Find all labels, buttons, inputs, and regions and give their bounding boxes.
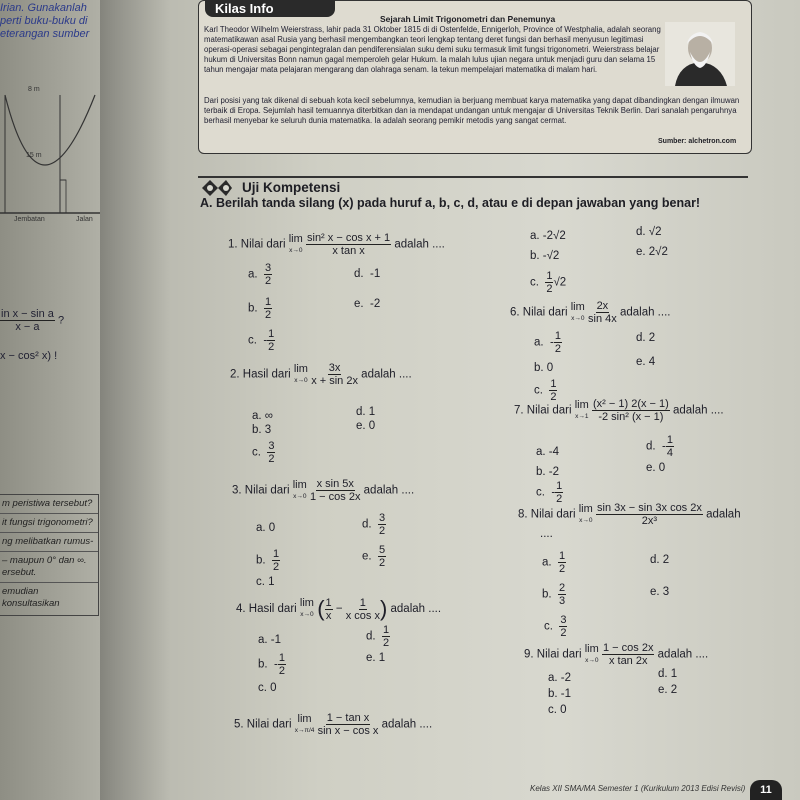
option-2a[interactable]: a. ∞	[252, 410, 273, 422]
fraction-denominator: 2	[378, 557, 386, 569]
side-box-row: emudian konsultasikan	[2, 586, 60, 609]
option-2c[interactable]: c. $\frac{3}{2}$	[252, 440, 275, 465]
option-6c[interactable]: c. $\frac{1}{2}$	[534, 378, 557, 403]
limit-subscript: x→0	[289, 246, 303, 254]
option-7a[interactable]: a. -4	[536, 446, 560, 458]
option-8d[interactable]: d. 2	[650, 554, 670, 566]
fraction-numerator: 3	[560, 614, 567, 626]
question-mark: ?	[57, 314, 65, 327]
limit-symbol: lim x→0	[584, 642, 599, 664]
fraction-numerator: 1	[382, 624, 390, 636]
left-line: Irian. Gunakanlah	[0, 2, 87, 14]
option-4c[interactable]: c. 0	[258, 682, 277, 694]
side-box-row: it fungsi trigonometri?	[0, 514, 98, 533]
option-value: √2	[553, 276, 567, 289]
limit-subscript: x→0	[585, 656, 599, 664]
fraction-numerator: 1	[556, 480, 563, 492]
option-9b[interactable]: b. -1	[548, 688, 572, 700]
option-right-c[interactable]: c. $\frac{1}{2}$ √2	[530, 270, 567, 295]
side-question-box	[0, 494, 99, 616]
fraction-numerator: 5	[378, 544, 386, 556]
question-4: 4. Hasil dari lim x→0 ( $\frac{1}{x}$ − $\frac{1}{\text{x cos x}}$ ) adalah ....	[236, 596, 442, 622]
kilas-info-tab: Kilas Info	[205, 0, 335, 17]
left-page-text	[0, 2, 108, 41]
limit-subscript: x→0	[571, 314, 585, 322]
fraction-denominator: 1 − cos 2x	[310, 491, 361, 503]
question-fraction	[588, 300, 617, 325]
limit-symbol: lim x→π/4	[294, 712, 315, 734]
fraction-numerator: (x² − 1) 2(x − 1)	[593, 398, 669, 410]
option-6a[interactable]: a. - $\frac{1}{2}$	[534, 330, 561, 355]
option-2d[interactable]: d. 1	[356, 406, 376, 418]
section-title: Uji Kompetensi	[242, 180, 341, 195]
option-7b[interactable]: b. -2	[536, 466, 560, 478]
fraction-numerator: sin 3x − sin 3x cos 2x	[597, 502, 702, 514]
question-fraction	[592, 398, 670, 423]
option-7d[interactable]: d. - $\frac{1}{4}$	[646, 434, 673, 459]
fraction-numerator: 1	[278, 652, 285, 664]
bridge-illustration	[0, 85, 100, 225]
side-box-row: ng melibatkan rumus-	[0, 533, 98, 552]
instruction: A. Berilah tanda silang (x) pada huruf a, b, c, d, atau e di depan jawaban yang benar!	[200, 196, 701, 210]
limit-symbol: lim x→0	[288, 232, 303, 254]
limit-subscript: x→0	[293, 492, 307, 500]
fraction-denominator: x cos x	[345, 609, 380, 622]
fraction-denominator: x tan 2x	[608, 655, 648, 667]
option-1b[interactable]: b. $\frac{1}{2}$	[248, 296, 272, 321]
fraction-numerator: 1	[268, 328, 275, 340]
option-6b[interactable]: b. 0	[534, 362, 554, 374]
question-tail: adalah	[706, 508, 741, 521]
fraction-numerator: 3	[264, 262, 272, 274]
question-fraction	[346, 597, 380, 622]
option-right-d[interactable]: d. √2	[636, 226, 662, 238]
question-8-tail: ....	[540, 528, 553, 540]
limit-symbol: lim x→1	[574, 398, 589, 420]
option-right-b[interactable]: b. -√2	[530, 250, 560, 262]
question-fraction	[306, 232, 391, 257]
limit-subscript: x→1	[575, 412, 589, 420]
limit-symbol: lim x→0	[293, 362, 308, 384]
option-9d[interactable]: d. 1	[658, 668, 678, 680]
question-fraction	[596, 502, 703, 527]
question-tail: adalah ....	[381, 718, 433, 731]
book-spine-shadow	[100, 0, 170, 800]
question-6	[510, 300, 670, 325]
question-fraction	[325, 597, 333, 622]
option-3c[interactable]: c. 1	[256, 576, 275, 588]
bridge-label-jalan: Jalan	[76, 216, 93, 223]
option-right-a[interactable]: a. -2√2	[530, 230, 566, 242]
option-1a[interactable]: a. $\frac{3}{2}$	[248, 262, 272, 287]
question-tail: adalah ....	[394, 238, 445, 251]
option-4d[interactable]: d. $\frac{1}{2}$	[366, 624, 390, 649]
option-8e[interactable]: e. 3	[650, 586, 670, 598]
kilas-info-source: Sumber: alchetron.com	[658, 138, 737, 145]
question-fraction	[310, 478, 360, 503]
question-stem: 2. Hasil dari	[230, 368, 291, 381]
limit-symbol: lim x→0	[292, 478, 307, 500]
option-9a[interactable]: a. -2	[548, 672, 572, 684]
fraction-numerator: 1	[550, 378, 557, 390]
fraction-denominator: 2	[264, 275, 272, 287]
question-stem: 4. Hasil dari	[236, 603, 297, 616]
left-expression: x − cos² x) !	[0, 350, 58, 362]
option-7e[interactable]: e. 0	[646, 462, 666, 474]
fraction-denominator: 2	[268, 453, 275, 465]
fraction-numerator: 1	[546, 270, 553, 282]
fraction-denominator: 2	[278, 665, 285, 677]
fraction-denominator: 2	[378, 525, 386, 537]
option-1e[interactable]: e. -2	[354, 298, 381, 310]
limit-symbol: lim x→0	[578, 502, 593, 524]
fraction-numerator: 1	[558, 550, 566, 562]
kilas-info-title: Sejarah Limit Trigonometri dan Penemunya	[380, 14, 556, 24]
fraction-numerator: 3	[378, 512, 386, 524]
fraction-denominator: -2 sin² (x − 1)	[598, 411, 664, 423]
option-2b[interactable]: b. 3	[252, 424, 272, 436]
fraction-denominator: x − a	[15, 321, 40, 333]
fraction-numerator: 1	[666, 434, 673, 446]
fraction-denominator: 3	[558, 595, 566, 607]
fraction-denominator: 2	[558, 563, 566, 575]
question-stem: 9. Nilai dari	[524, 648, 582, 661]
option-3d[interactable]: d. $\frac{3}{2}$	[362, 512, 386, 537]
limit-symbol: lim x→0	[299, 597, 314, 618]
weierstrass-portrait-icon	[665, 22, 735, 86]
fraction-numerator: 1	[264, 296, 272, 308]
option-7c[interactable]: c. - $\frac{1}{2}$	[536, 480, 563, 505]
fraction-denominator: 2	[272, 561, 280, 573]
fraction-denominator: x + sin 2x	[311, 375, 358, 387]
fraction-denominator: 2x³	[641, 515, 658, 527]
fraction-denominator: 4	[666, 447, 673, 459]
fraction-denominator: sin 4x	[588, 313, 617, 325]
option-value: -1	[369, 268, 381, 280]
option-9c[interactable]: c. 0	[548, 704, 567, 716]
bridge-width-label: 8 m	[28, 86, 40, 93]
option-6e[interactable]: e. 4	[636, 356, 656, 368]
kilas-info-paragraph: Karl Theodor Wilhelm Weierstrass, lahir pada 31 Oktober 1815 di di Ostenfelde, Ennigerloh, Province of Westphalia, adalah seorang matematikawan asal Rusia yang berhasil mengembangkan teori lengkap tentang deret fungsi dan berhasil menyusun legitimasi operasi-operasi sebagai pengintegralan dan pendiferensialan suku demi suku termasuk limit fungsi trigonometri. Weierstrass belajar hukum di Universitas Bonn namun gagal memperoleh gelar Hukum. Ia malah lulus ujian negara untuk menjadi guru dan selama 15 tahun mengajar mata pelajaran mengarang dan olahraga senam. Ia tekun mempelajari matematika di malam hari.	[204, 25, 661, 74]
limit-subscript: x→0	[294, 376, 308, 384]
fraction-numerator: 3	[268, 440, 275, 452]
limit-subscript: x→0	[579, 516, 593, 524]
question-8	[518, 502, 741, 527]
question-9	[524, 642, 708, 667]
option-6d[interactable]: d. 2	[636, 332, 656, 344]
option-1d[interactable]: d. -1	[354, 268, 381, 280]
option-4a[interactable]: a. -1	[258, 634, 282, 646]
fraction-numerator: 1	[272, 548, 280, 560]
fraction-denominator: 2	[556, 493, 563, 505]
question-tail: adalah ....	[673, 404, 724, 417]
fraction-denominator: x	[325, 609, 332, 622]
question-stem: 8. Nilai dari	[518, 508, 576, 521]
option-8c[interactable]: c. $\frac{3}{2}$	[544, 614, 567, 639]
bridge-label-jembatan: Jembatan	[14, 216, 45, 223]
fraction-numerator: x sin 5x	[316, 478, 354, 490]
kilas-info-paragraph: Dari posisi yang tak dikenal di sebuah kota kecil sebelumnya, kemudian ia berjuang membuat karya matematika yang dapat dibandingkan dengan ilmuwan terbaik di Eropa. Sejumlah hasil temuannya diterbitkan dan ia mendapat undangan untuk mengajar di Universitas Teknik Berlin. Dari sanalah pengaruhnya berhasil menyebar ke seluruh dunia matematika. Ia adalah seorang pemikir metodis yang sangat cermat.	[204, 96, 740, 125]
question-fraction	[311, 362, 358, 387]
fraction-denominator: 2	[546, 283, 553, 295]
question-3	[232, 478, 414, 503]
option-9e[interactable]: e. 2	[658, 684, 678, 696]
fraction-numerator: 1	[325, 596, 332, 609]
limit-subscript: x→0	[300, 611, 314, 618]
option-2e[interactable]: e. 0	[356, 420, 376, 432]
fraction-denominator: 2	[554, 343, 561, 355]
question-stem: 1. Nilai dari	[228, 238, 286, 251]
limit-subscript: x→π/4	[294, 726, 315, 734]
option-right-e[interactable]: e. 2√2	[636, 246, 668, 258]
question-tail: adalah ....	[619, 306, 671, 319]
page-footer: Kelas XII SMA/MA Semester 1 (Kurikulum 2013 Edisi Revisi)	[530, 784, 746, 793]
fraction-numerator: 2x	[596, 300, 609, 312]
section-divider	[198, 176, 748, 178]
side-box-row: m peristiwa tersebut?	[0, 495, 98, 514]
question-7	[514, 398, 724, 423]
uji-kompetensi-logo-icon	[200, 178, 234, 198]
side-box-row: ersebut.	[0, 567, 98, 583]
fraction-denominator: x tan x	[332, 245, 365, 257]
fraction-denominator: 2	[560, 627, 567, 639]
question-tail: adalah ....	[361, 368, 412, 381]
option-8a[interactable]: a. $\frac{1}{2}$	[542, 550, 566, 575]
left-line: eterangan sumber	[0, 28, 90, 40]
side-box-row: – maupun 0° dan ∞.	[2, 555, 87, 566]
option-value: -2	[369, 298, 381, 310]
question-5	[234, 712, 432, 737]
fraction-denominator: 2	[550, 391, 557, 403]
option-3a[interactable]: a. 0	[256, 522, 276, 534]
fraction-numerator: 1	[554, 330, 561, 342]
question-2	[230, 362, 412, 387]
question-stem: 5. Nilai dari	[234, 718, 292, 731]
question-1	[228, 232, 445, 257]
page-number: 11	[750, 780, 782, 800]
fraction-denominator: sin x − cos x	[317, 725, 379, 737]
fraction-denominator: 2	[268, 341, 275, 353]
option-8b[interactable]: b. $\frac{2}{3}$	[542, 582, 566, 607]
option-3b[interactable]: b. $\frac{1}{2}$	[256, 548, 280, 573]
fraction-denominator: 2	[382, 637, 390, 649]
question-stem: 6. Nilai dari	[510, 306, 568, 319]
fraction-numerator: 1 − cos 2x	[603, 642, 654, 654]
question-stem: 7. Nilai dari	[514, 404, 572, 417]
fraction-numerator: 3x	[328, 362, 341, 374]
fraction-numerator: 1 − tan x	[326, 712, 370, 724]
left-line: perti buku-buku di	[0, 15, 88, 27]
question-fraction	[602, 642, 654, 667]
option-1c[interactable]: c. - $\frac{1}{2}$	[248, 328, 275, 353]
bridge-height-label: 15 m	[26, 152, 42, 159]
fraction-numerator: 2	[558, 582, 566, 594]
question-tail: adalah ....	[657, 648, 709, 661]
question-tail: adalah ....	[390, 603, 442, 616]
question-stem: 3. Nilai dari	[232, 484, 290, 497]
left-fraction	[0, 308, 64, 333]
fraction-numerator: in x − sin a	[1, 308, 54, 320]
option-3e[interactable]: e. $\frac{5}{2}$	[362, 544, 386, 569]
limit-symbol: lim x→0	[570, 300, 585, 322]
option-4b[interactable]: b. - $\frac{1}{2}$	[258, 652, 285, 677]
fraction-denominator: 2	[264, 309, 272, 321]
question-tail: adalah ....	[363, 484, 415, 497]
option-4e[interactable]: e. 1	[366, 652, 386, 664]
fraction-numerator: sin² x − cos x + 1	[307, 232, 391, 244]
question-fraction	[318, 712, 379, 737]
fraction-numerator: 1	[359, 596, 366, 609]
